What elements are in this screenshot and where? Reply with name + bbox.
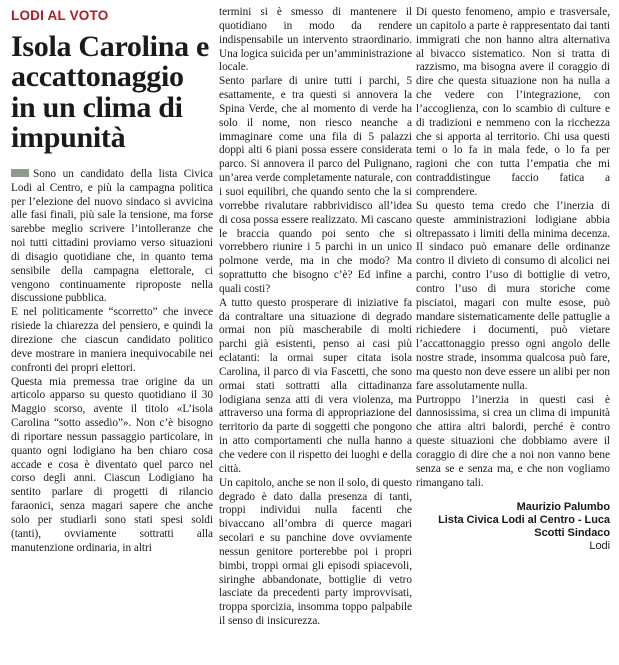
article-paragraph: Sento parlare di unire tutti i parchi, 5 esattamente, e tra questi si annovera la Spina Verde, che al momento di verde ha solo il nome, non riesco neanche a immaginare come una fila di 5 palazzi doppi alti 6 piani possa essere considerata parco. Si annovera il parco del Pulignano, un’area verde completamente naturale, con i suoi equilibri, che quando sento che la si vorrebbe rivalutare rabbrividisco all’idea di cosa possa essere realizzato. Mi cascano le braccia quando poi sento che si vorrebbero riunire i 5 parchi in un unico polmone verde, ma in che modo? Ma soprattutto che bisogno c’è? Ed infine a quali costi? xyxy=(219,75,412,295)
author-organization: Lista Civica Lodi al Centro - Luca xyxy=(438,513,610,526)
article-paragraph: E nel politicamente “scorretto” che invece risiede la chiarezza del pensiero, e quindi la direzione che ciascun candidato politico deve mostrare in maniera inequivocabile nei confronti dei propri elettori. xyxy=(11,306,213,374)
author-city: Lodi xyxy=(589,539,610,552)
author-organization-cont: Scotti Sindaco xyxy=(534,526,610,539)
article-column-1 xyxy=(11,6,213,555)
article-paragraph: Di questo fenomeno, ampio e trasversale, un capitolo a parte è rappresentato dai tanti immigrati che non hanno altra alternativa al bivacco sistematico. Non si tratta di razzismo, ma bisogna avere il coraggio di dire che questa situazione non ha nulla a che vedere con l’integrazione, con l’accoglienza, con lo scambio di culture e di tradizioni e nemmeno con la ricchezza che si apporta al territorio. Chi usa questi temi o lo fa in mala fede, o lo fa per ragioni che con tutta l’empatia che mi contraddistingue faccio fatica a comprendere. xyxy=(416,6,610,198)
paragraph-text: Sono un candidato della lista Civica Lodi al Centro, e più la campagna politica per l’elezione del nuovo sindaco si avvicina alle fasi finali, più sale la tensione, ma forse sarebbe meglio scrivere l’intolleranze che noi tutti cittadini proviamo verso situazioni di disagio quotidiane che, in quanto tema sensibile della campagna elettorale, ci vengono continuamente riproposte nella discussione pubblica. xyxy=(11,167,213,305)
article-paragraph: Un capitolo, anche se non il solo, di questo degrado è dato dalla presenza di tanti, troppi individui nulla facenti che bivaccano all’ombra di querce magari secolari e su panchine dove ovviamente nessun genitore porterebbe poi i propri bimbi, troppi ormai gli episodi spiacevoli, siringhe abbandonate, bottiglie di vetro lasciate da precedenti party improvvisati, troppa sporcizia, insomma toppo palpabile il senso di insicurezza. xyxy=(219,476,412,628)
article-paragraph: termini si è smesso di mantenere il quotidiano in modo da rendere indispensabile un intervento straordinario. Una logica suicida per un’amministrazione locale. xyxy=(219,6,412,74)
article-column-2 xyxy=(219,6,412,629)
article-paragraph: A tutto questo prosperare di iniziative fa da contraltare una situazione di degrado ormai non più mascherabile di molti parchi già esistenti, penso ai casi più eclatanti: la ormai super citata isola Carolina, il parco di via Fascetti, che sono ormai stati sottratti alla cittadinanza lodigiana senza atti di vera violenza, ma attraverso una forma di appropriazione del territorio da parte di soggetti che pongono in atto comportamenti che nulla hanno a che vedere con il rispetto dei luoghi e della città. xyxy=(219,296,412,475)
article-paragraph: Su questo tema credo che l’inerzia di queste amministrazioni lodigiane abbia oltrepassato i limiti della minima decenza. Il sindaco può emanare delle ordinanze contro il divieto di consumo di alcolici nei parchi, contro l’uso di bottiglie di vetro, contro l’uso di mura storiche come pisciatoi, magari con multe esose, può mandare sistematicamente delle pattuglie a richiedere i documenti, può vietare l’accattonaggio presso ogni angolo delle nostre strade, insomma qualcosa può fare, ma questo non deve essere un alibi per non fare assolutamente nulla. xyxy=(416,199,610,392)
lead-marker-icon xyxy=(11,169,29,177)
article-headline: Isola Carolina e accattonaggio in un clima di impunità xyxy=(11,29,209,155)
author-signature xyxy=(416,501,610,553)
author-name: Maurizio Palumbo xyxy=(516,500,610,513)
article-paragraph: Questa mia premessa trae origine da un articolo apparso su questo quotidiano il 30 Maggio scorso, avente il titolo «L’isola Carolina “sotto assedio”». Non c’è bisogno di riportare nessun passaggio particolare, in quanto ogni lodigiano ha ben chiaro cosa accade e cosa è diventato quel parco nel corso degli anni. Ciascun Lodigiano ha sentito parlare di progetti di rilancio faraonici, senza magari sapere che anche solo per studiarli sono stati spesi soldi (tanti), ovviamente sottratti alla manutenzione ordinaria, in altri xyxy=(11,375,213,554)
section-kicker: LODI AL VOTO xyxy=(11,8,109,23)
article-paragraph xyxy=(11,168,213,306)
article-paragraph: Purtroppo l’inerzia in questi casi è dannosissima, si crea un clima di impunità che attira altri balordi, perché è contro queste situazioni che dobbiamo avere il coraggio di dire che a noi non vanno bene senza se e senza ma, e che non vogliamo rimangano tali. xyxy=(416,393,610,489)
article-column-3 xyxy=(416,6,610,553)
